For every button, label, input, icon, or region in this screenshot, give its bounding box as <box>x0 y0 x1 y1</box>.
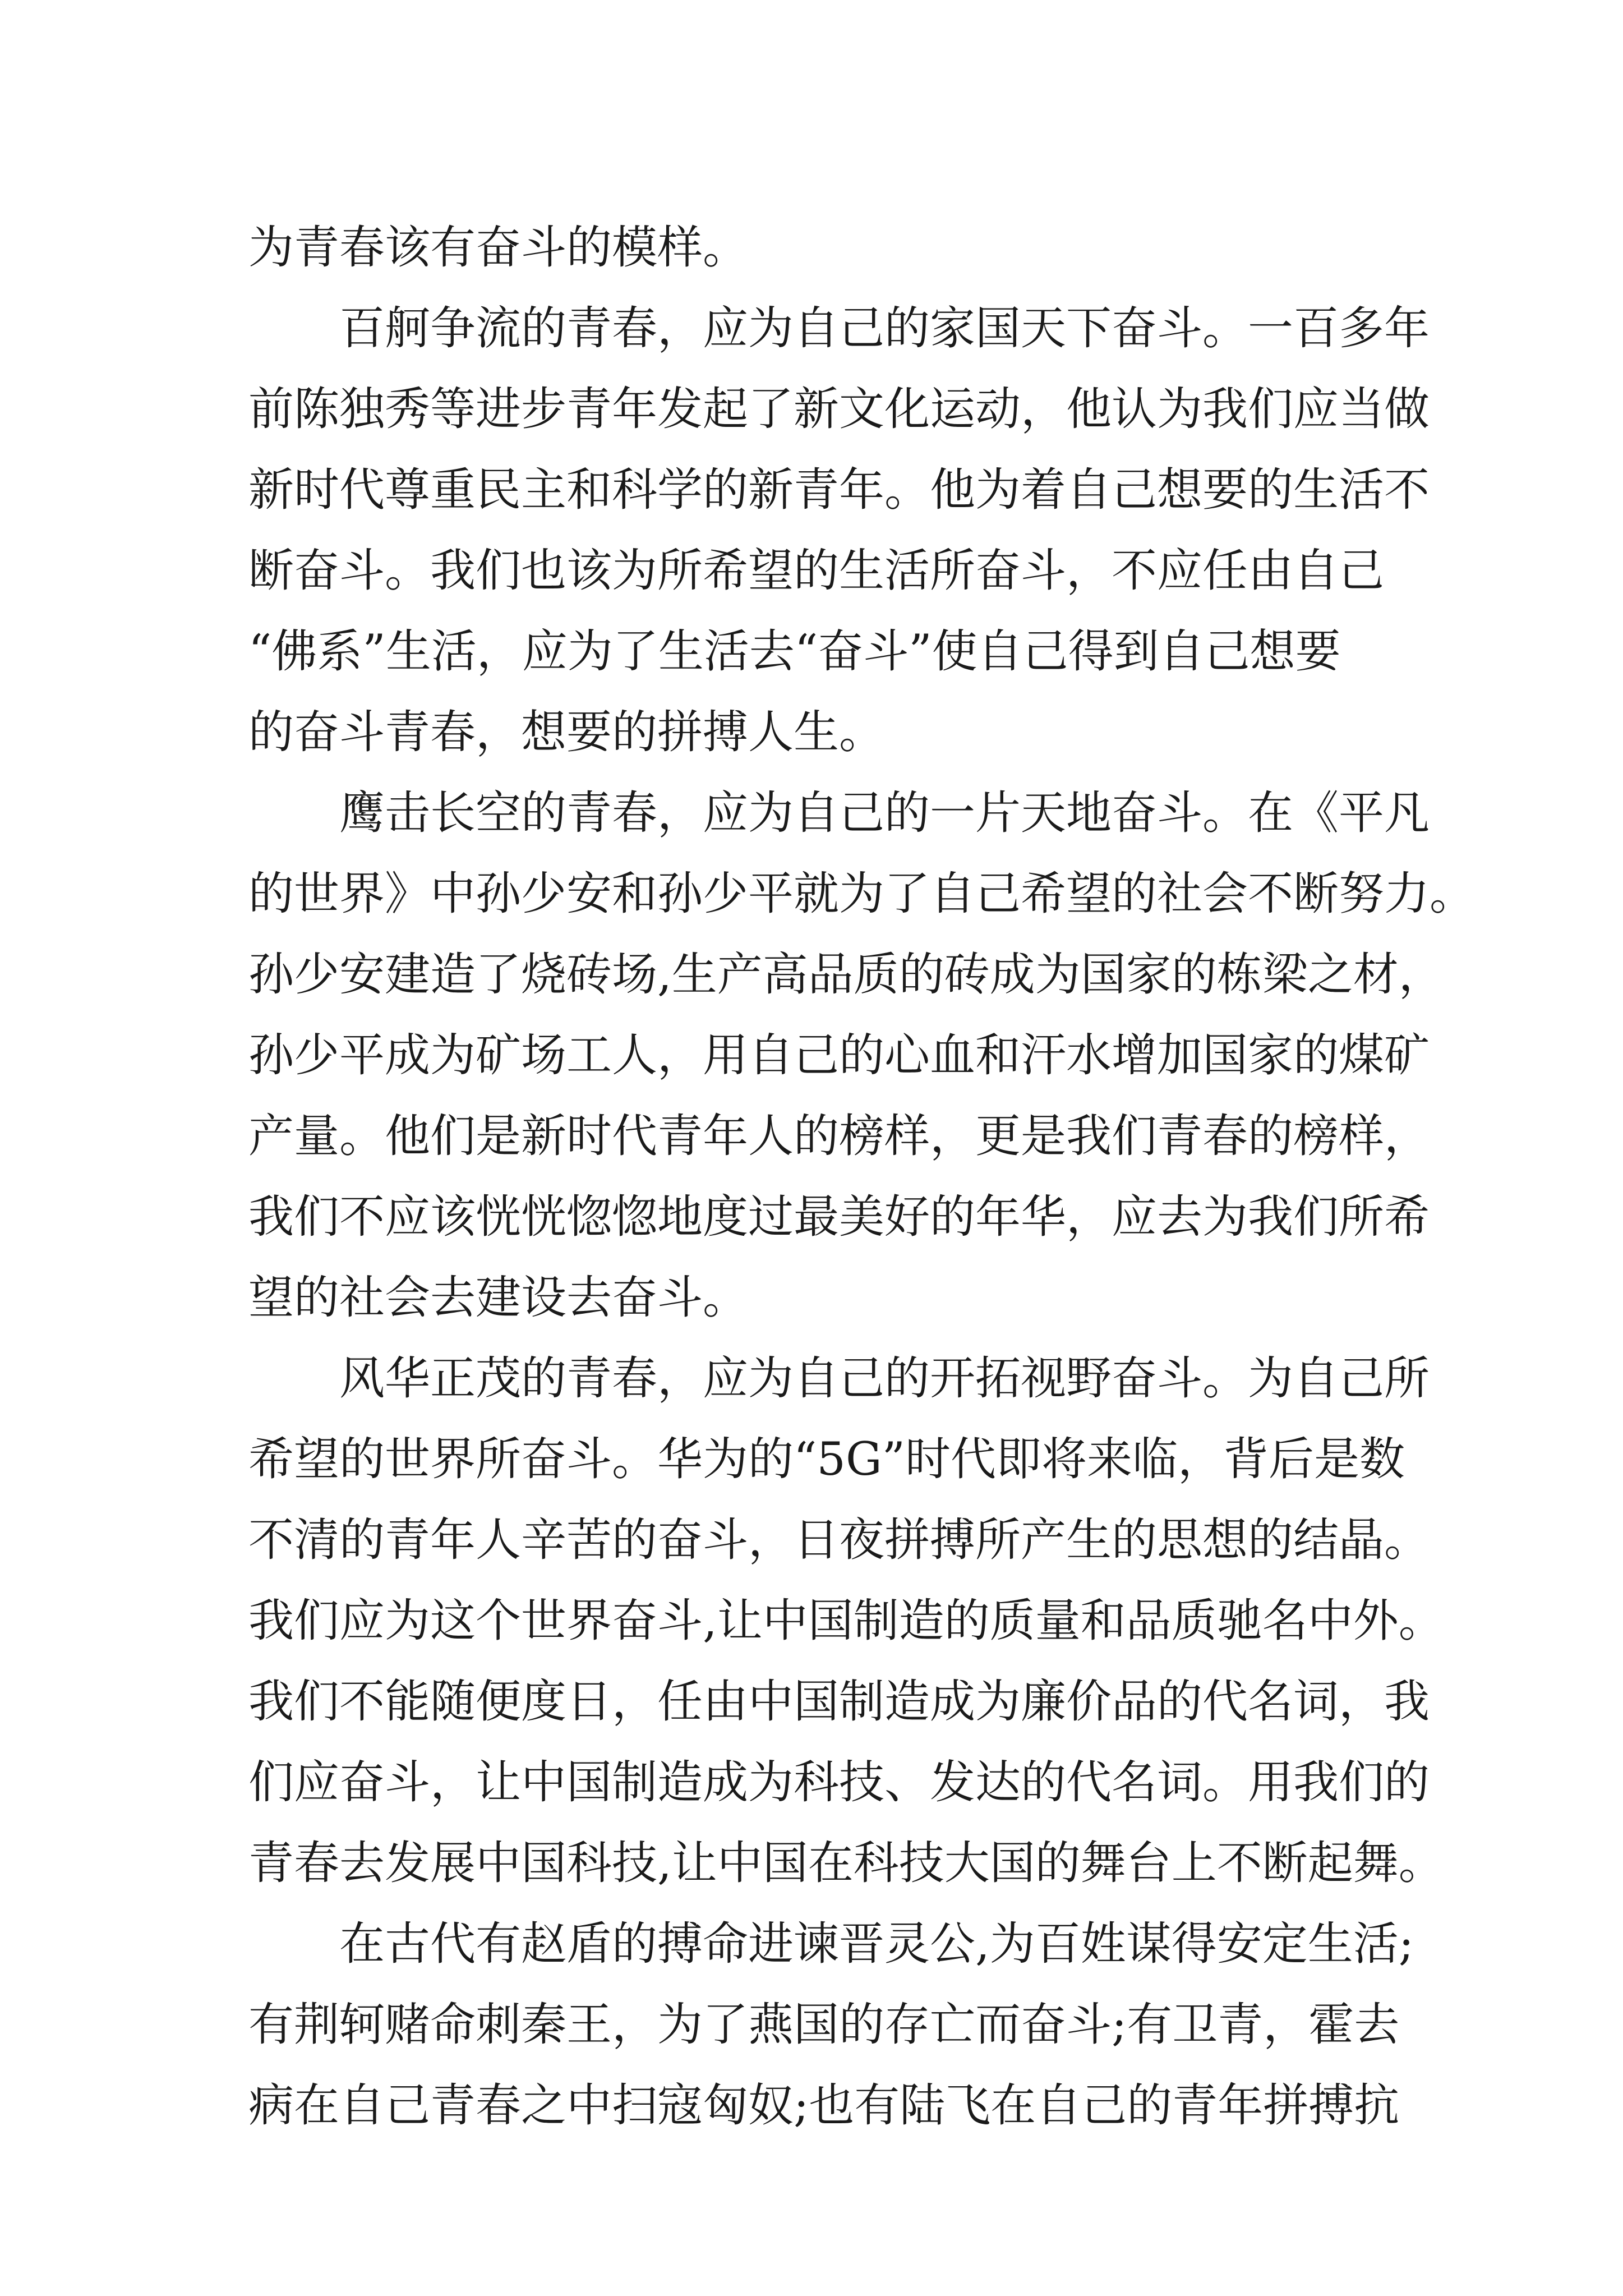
text-line: 我们不应该恍恍惚惚地度过最美好的年华，应去为我们所希 <box>248 1191 1430 1244</box>
text-line: 新时代尊重民主和科学的新青年。他为着自己想要的生活不 <box>248 464 1430 517</box>
text-line: 青春去发展中国科技,让中国在科技大国的舞台上不断起舞。 <box>248 1837 1444 1890</box>
text-line: 鹰击长空的青春，应为自己的一片天地奋斗。在《平凡 <box>339 787 1430 840</box>
text-line: 的奋斗青春，想要的拼搏人生。 <box>248 706 885 759</box>
text-line: 孙少安建造了烧砖场,生产高品质的砖成为国家的栋梁之材， <box>248 949 1444 1001</box>
text-line: 前陈独秀等进步青年发起了新文化运动，他认为我们应当做 <box>248 383 1430 436</box>
text-line: 我们不能随便度日，任由中国制造成为廉价品的代名词，我 <box>248 1676 1430 1728</box>
text-line: 望的社会去建设去奋斗。 <box>248 1272 749 1324</box>
text-line: 在古代有赵盾的搏命进谏晋灵公,为百姓谋得安定生活; <box>339 1918 1414 1971</box>
text-line: 孙少平成为矿场工人，用自己的心血和汗水增加国家的煤矿 <box>248 1029 1430 1082</box>
text-line: 病在自己青春之中扫寇匈奴;也有陆飞在自己的青年拼搏抗 <box>248 2079 1400 2132</box>
text-line: 为青春该有奋斗的模样。 <box>248 222 749 274</box>
text-line: 不清的青年人辛苦的奋斗，日夜拼搏所产生的思想的结晶。 <box>248 1514 1430 1567</box>
text-line: 风华正茂的青春，应为自己的开拓视野奋斗。为自己所 <box>339 1352 1430 1405</box>
body-text <box>248 208 1476 2146</box>
text-line: 断奋斗。我们也该为所希望的生活所奋斗，不应任由自己 <box>248 545 1385 597</box>
text-line: 百舸争流的青春，应为自己的家国天下奋斗。一百多年 <box>339 302 1430 355</box>
text-line: 我们应为这个世界奋斗,让中国制造的质量和品质驰名中外。 <box>248 1595 1444 1648</box>
text-line: 有荆轲赌命刺秦王，为了燕国的存亡而奋斗;有卫青，霍去 <box>248 1999 1400 2051</box>
text-line: 希望的世界所奋斗。华为的“5G”时代即将来临，背后是数 <box>248 1433 1405 1486</box>
text-line: 们应奋斗，让中国制造成为科技、发达的代名词。用我们的 <box>248 1756 1430 1809</box>
text-line: “佛系”生活，应为了生活去“奋斗”使自己得到自己想要 <box>248 625 1341 678</box>
text-line: 的世界》中孙少安和孙少平就为了自己希望的社会不断努力。 <box>248 868 1476 921</box>
text-line: 产量。他们是新时代青年人的榜样，更是我们青春的榜样， <box>248 1110 1430 1163</box>
